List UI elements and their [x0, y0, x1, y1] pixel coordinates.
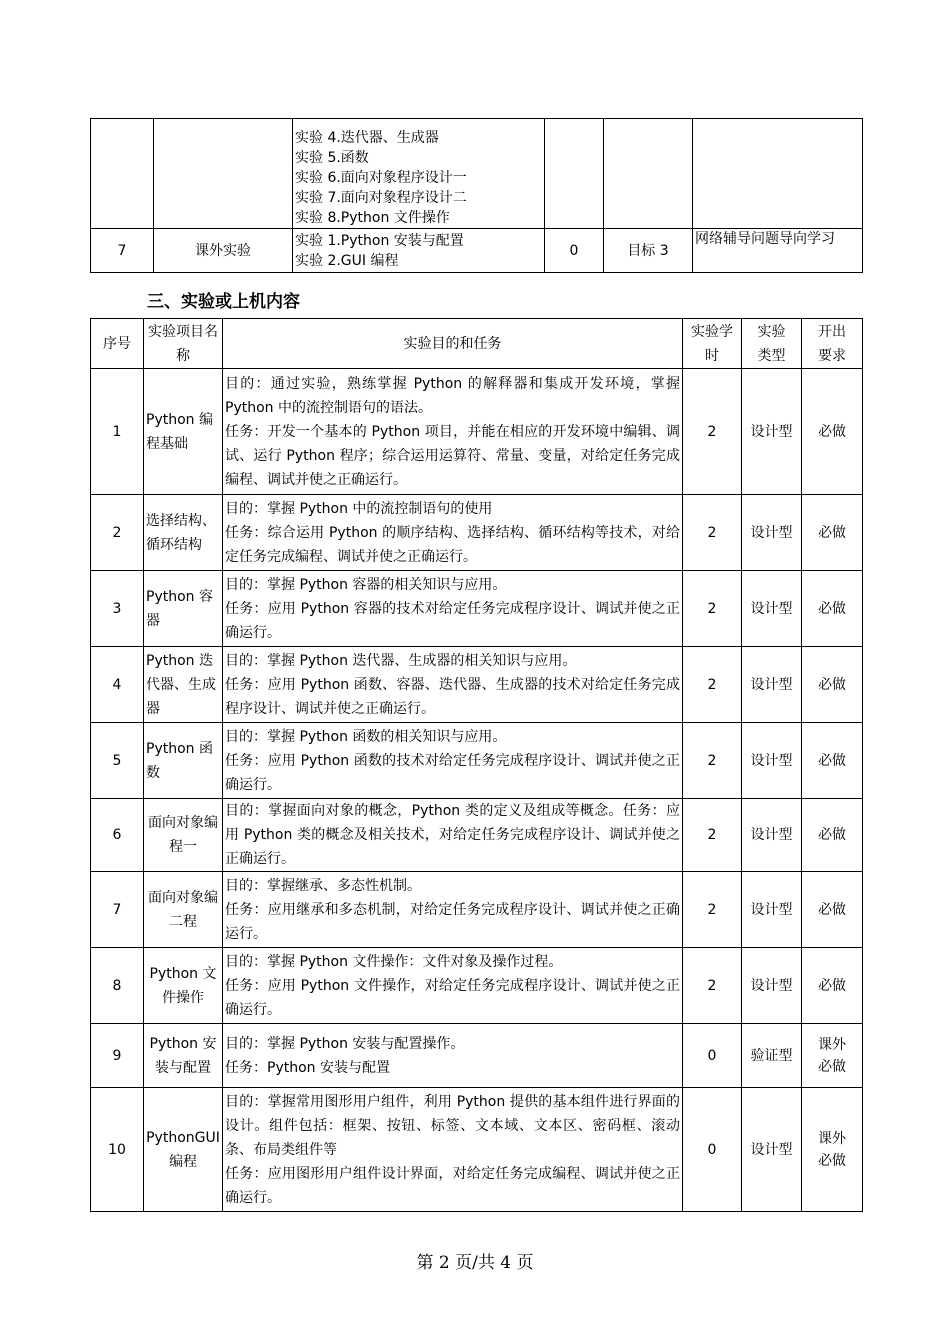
goal-task-cell	[223, 1024, 683, 1088]
task-text: 任务：综合运用 Python 的顺序结构、选择结构、循环结构等技术，对给定任务完成编程、调试并使之正确运行。	[225, 524, 680, 565]
type-cell: 验证型	[742, 1024, 802, 1088]
experiment-name-cell: 面向对象编程一	[144, 799, 223, 872]
goal-text: 目的：掌握 Python 迭代器、生成器的相关知识与应用。	[225, 652, 577, 669]
requirement-cell: 必做	[802, 369, 863, 495]
row-number-cell: 8	[91, 948, 144, 1024]
goal-text: 目的：掌握 Python 容器的相关知识与应用。	[225, 576, 507, 593]
goal-task-cell	[223, 1088, 683, 1212]
hours-cell: 2	[683, 571, 742, 647]
experiment-list-cell	[293, 119, 545, 229]
experiment-rows	[91, 369, 863, 1212]
hours-cell: 0	[683, 1024, 742, 1088]
hours-cell: 2	[683, 369, 742, 495]
row-number-cell: 1	[91, 369, 144, 495]
method-cell: 网络辅导问题导向学习	[693, 229, 863, 273]
hours-cell: 2	[683, 948, 742, 1024]
table-row	[91, 1088, 863, 1212]
goal-text: 目的：掌握 Python 安装与配置操作。	[225, 1035, 465, 1052]
task-text: 任务：应用图形用户组件设计界面，对给定任务完成编程、调试并使之正确运行。	[225, 1165, 680, 1206]
table-row	[91, 229, 863, 273]
task-text: 任务：应用继承和多态机制，对给定任务完成程序设计、调试并使之正确运行。	[225, 901, 680, 942]
section-heading: 三、实验或上机内容	[147, 292, 300, 312]
requirement-cell: 课外必做	[802, 1024, 863, 1088]
goal-task-cell	[223, 872, 683, 948]
row-number-cell: 7	[91, 872, 144, 948]
goal-task-cell	[223, 495, 683, 571]
experiment-name-cell: 面向对象编二程	[144, 872, 223, 948]
table-row	[91, 948, 863, 1024]
experiment-name-cell: Python 编程基础	[144, 369, 223, 495]
header-name: 实验项目名称	[144, 319, 223, 369]
hours-cell	[545, 119, 604, 229]
goal-task-cell	[223, 723, 683, 799]
table-row	[91, 119, 863, 229]
task-text: 任务：应用 Python 函数的技术对给定任务完成程序设计、调试并使之正确运行。	[225, 752, 680, 793]
table-row	[91, 799, 863, 872]
experiment-item: 实验 1.Python 安装与配置	[295, 232, 464, 249]
requirement-cell: 必做	[802, 948, 863, 1024]
course-methods-table-continued	[90, 118, 863, 273]
row-number-cell: 5	[91, 723, 144, 799]
experiment-name-cell: Python 安装与配置	[144, 1024, 223, 1088]
hours-cell: 2	[683, 723, 742, 799]
hours-cell: 2	[683, 799, 742, 872]
header-content: 实验目的和任务	[223, 319, 683, 369]
experiment-name-cell: PythonGUI 编程	[144, 1088, 223, 1212]
page-number: 第 2 页/共 4 页	[416, 1253, 534, 1273]
experiment-item: 实验 2.GUI 编程	[295, 252, 399, 269]
task-text: 任务：应用 Python 函数、容器、迭代器、生成器的技术对给定任务完成程序设计、调试并使之正确运行。	[225, 676, 680, 717]
requirement-cell: 必做	[802, 495, 863, 571]
type-cell: 设计型	[742, 872, 802, 948]
table-row	[91, 723, 863, 799]
experiment-name-cell: Python 函数	[144, 723, 223, 799]
goal-text: 目的：掌握 Python 函数的相关知识与应用。	[225, 728, 507, 745]
category-cell: 课外实验	[154, 229, 293, 273]
goal-task-cell	[223, 369, 683, 495]
row-number-cell: 10	[91, 1088, 144, 1212]
goal-text: 目的：掌握 Python 中的流控制语句的使用	[225, 500, 493, 517]
type-cell: 设计型	[742, 948, 802, 1024]
experiment-name-cell: Python 容器	[144, 571, 223, 647]
type-cell: 设计型	[742, 495, 802, 571]
requirement-cell: 必做	[802, 723, 863, 799]
hours-cell: 0	[545, 229, 604, 273]
goal-text: 目的：通过实验，熟练掌握 Python 的解释器和集成开发环境，掌握 Python 中的流控制语句的语法。	[225, 375, 680, 416]
target-cell	[604, 119, 693, 229]
hours-cell: 2	[683, 872, 742, 948]
goal-task-cell	[223, 948, 683, 1024]
experiment-name-cell: Python 迭代器、生成器	[144, 647, 223, 723]
task-text: 任务：Python 安装与配置	[225, 1059, 390, 1076]
row-number-cell: 3	[91, 571, 144, 647]
goal-text: 目的：掌握 Python 文件操作：文件对象及操作过程。	[225, 953, 563, 970]
requirement-cell: 必做	[802, 571, 863, 647]
row-number-cell: 9	[91, 1024, 144, 1088]
row-number-cell: 7	[91, 229, 154, 273]
type-cell: 设计型	[742, 799, 802, 872]
goal-text: 目的：掌握继承、多态性机制。	[225, 877, 421, 894]
type-cell: 设计型	[742, 723, 802, 799]
experiment-name-cell: 选择结构、循环结构	[144, 495, 223, 571]
row-number-cell: 4	[91, 647, 144, 723]
header-no: 序号	[91, 319, 144, 369]
table-row	[91, 872, 863, 948]
requirement-cell: 必做	[802, 872, 863, 948]
requirement-cell: 课外必做	[802, 1088, 863, 1212]
row-number-cell: 6	[91, 799, 144, 872]
header-hours: 实验学时	[683, 319, 742, 369]
experiment-item: 实验 8.Python 文件操作	[295, 210, 450, 226]
table-row	[91, 369, 863, 495]
goal-task-cell	[223, 571, 683, 647]
table-header-row	[91, 319, 863, 369]
goal-text: 目的：掌握常用图形用户组件，利用 Python 提供的基本组件进行界面的设计。组件包括：框架、按钮、标签、文本域、文本区、密码框、滚动条、布局类组件等	[225, 1093, 680, 1158]
table-row	[91, 647, 863, 723]
category-cell	[154, 119, 293, 229]
task-text: 任务：应用 Python 文件操作，对给定任务完成程序设计、调试并使之正确运行。	[225, 977, 680, 1018]
type-cell: 设计型	[742, 571, 802, 647]
table-row	[91, 1024, 863, 1088]
experiment-item: 实验 5.函数	[295, 150, 369, 166]
type-cell: 设计型	[742, 647, 802, 723]
experiment-item: 实验 4.迭代器、生成器	[295, 130, 439, 146]
experiment-item: 实验 7.面向对象程序设计二	[295, 190, 467, 206]
requirement-cell: 必做	[802, 647, 863, 723]
experiment-list-cell	[293, 229, 545, 273]
hours-cell: 2	[683, 495, 742, 571]
row-number-cell: 2	[91, 495, 144, 571]
target-cell: 目标 3	[604, 229, 693, 273]
header-type: 实验类型	[742, 319, 802, 369]
experiment-name-cell: Python 文件操作	[144, 948, 223, 1024]
table-row	[91, 495, 863, 571]
task-text: 任务：应用 Python 容器的技术对给定任务完成程序设计、调试并使之正确运行。	[225, 600, 680, 641]
table-row	[91, 571, 863, 647]
experiment-item: 实验 6.面向对象程序设计一	[295, 170, 467, 186]
goal-text: 目的：掌握面向对象的概念，Python 类的定义及组成等概念。任务：应用 Python 类的概念及相关技术，对给定任务完成程序设计、调试并使之正确运行。	[225, 803, 680, 867]
goal-task-cell	[223, 647, 683, 723]
experiment-content-table	[90, 318, 863, 1212]
type-cell: 设计型	[742, 1088, 802, 1212]
method-cell	[693, 119, 863, 229]
row-number-cell	[91, 119, 154, 229]
hours-cell: 2	[683, 647, 742, 723]
hours-cell: 0	[683, 1088, 742, 1212]
requirement-cell: 必做	[802, 799, 863, 872]
type-cell: 设计型	[742, 369, 802, 495]
goal-task-cell	[223, 799, 683, 872]
task-text: 任务：开发一个基本的 Python 项目，并能在相应的开发环境中编辑、调试、运行 Python 程序；综合运用运算符、常量、变量，对给定任务完成编程、调试并使之正确运行。	[225, 423, 680, 488]
header-requirement: 开出要求	[802, 319, 863, 369]
